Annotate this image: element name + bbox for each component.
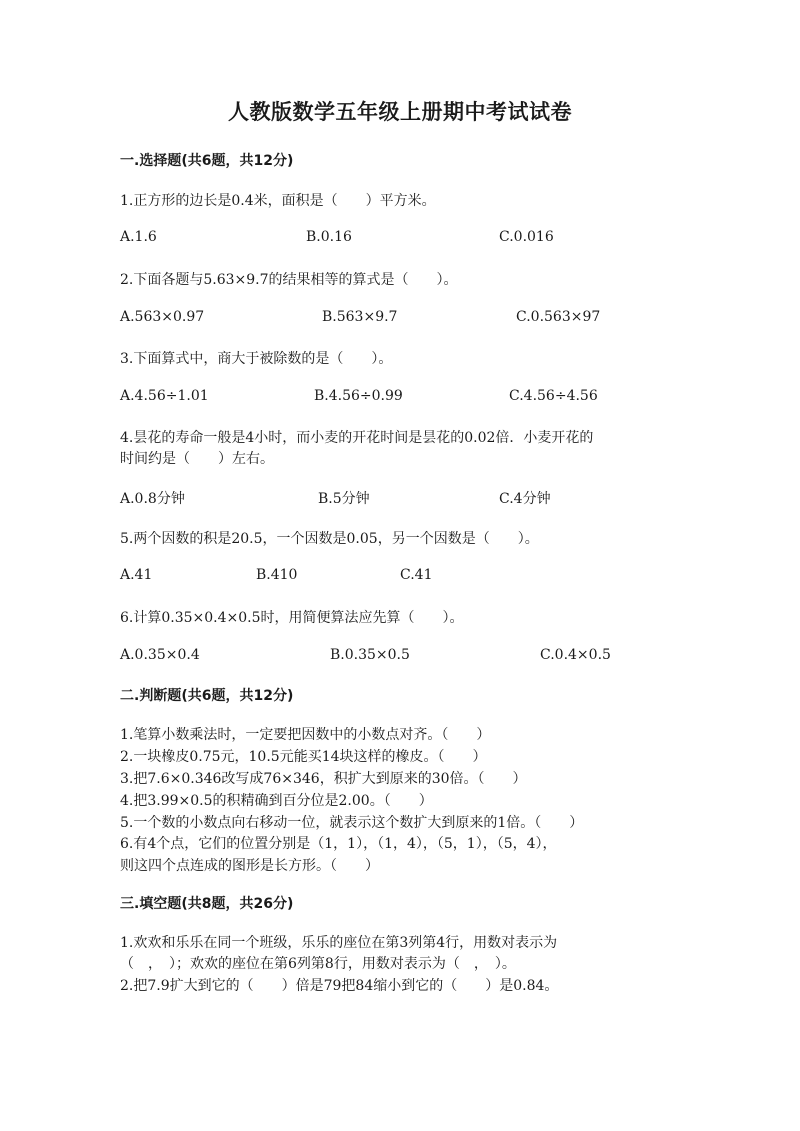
judge-item: 5.一个数的小数点向右移动一位，就表示这个数扩大到原来的1倍。（ ） xyxy=(120,815,584,831)
question-text-line2: 时间约是（ ）左右。 xyxy=(120,451,274,467)
option-b: B.563×9.7 xyxy=(322,309,398,325)
option-c: C.4分钟 xyxy=(499,491,551,507)
option-a: A.41 xyxy=(120,567,153,583)
option-c: C.0.4×0.5 xyxy=(540,647,611,663)
judge-item: 3.把7.6×0.346改写成76×346，积扩大到原来的30倍。（ ） xyxy=(120,771,527,787)
option-a: A.563×0.97 xyxy=(120,309,205,325)
option-b: B.410 xyxy=(256,567,298,583)
option-b: B.0.35×0.5 xyxy=(330,647,410,663)
option-b: B.0.16 xyxy=(306,229,352,245)
judge-item: 6.有4个点，它们的位置分别是（1，1），（1，4），（5，1），（5，4）， xyxy=(120,836,557,852)
option-a: A.0.8分钟 xyxy=(120,491,185,507)
judge-item-continued: 则这四个点连成的图形是长方形。（ ） xyxy=(120,858,379,874)
section-heading-fill: 三.填空题(共8题，共26分) xyxy=(120,896,294,912)
option-c: C.4.56÷4.56 xyxy=(509,388,598,404)
section-heading-judge: 二.判断题(共6题，共12分) xyxy=(120,688,294,704)
option-b: B.5分钟 xyxy=(318,491,370,507)
question-text: 5.两个因数的积是20.5，一个因数是0.05，另一个因数是（ ）。 xyxy=(120,531,539,547)
question-text: 2.下面各题与5.63×9.7的结果相等的算式是（ ）。 xyxy=(120,272,458,288)
question-text-line1: 4.昙花的寿命一般是4小时，而小麦的开花时间是昙花的0.02倍．小麦开花的 xyxy=(120,430,594,446)
option-a: A.0.35×0.4 xyxy=(120,647,200,663)
question-text: 6.计算0.35×0.4×0.5时，用简便算法应先算（ ）。 xyxy=(120,610,464,626)
option-c: C.41 xyxy=(400,567,433,583)
judge-item: 1.笔算小数乘法时，一定要把因数中的小数点对齐。（ ） xyxy=(120,727,491,743)
page-title: 人教版数学五年级上册期中考试试卷 xyxy=(228,100,572,124)
section-heading-choice: 一.选择题(共6题，共12分) xyxy=(120,153,294,169)
question-text: 3.下面算式中，商大于被除数的是（ ）。 xyxy=(120,351,393,367)
option-a: A.1.6 xyxy=(120,229,157,245)
option-a: A.4.56÷1.01 xyxy=(120,388,209,404)
judge-item: 4.把3.99×0.5的积精确到百分位是2.00。（ ） xyxy=(120,793,433,809)
option-c: C.0.016 xyxy=(499,229,554,245)
fill-item: 2.把7.9扩大到它的（ ）倍是79把84缩小到它的（ ）是0.84。 xyxy=(120,978,559,994)
option-c: C.0.563×97 xyxy=(516,309,601,325)
fill-item: 1.欢欢和乐乐在同一个班级，乐乐的座位在第3列第4行，用数对表示为 xyxy=(120,935,558,951)
fill-item-continued: （ ， ）；欢欢的座位在第6列第8行，用数对表示为（ ， ）。 xyxy=(120,956,516,972)
question-text: 1.正方形的边长是0.4米，面积是（ ）平方米。 xyxy=(120,193,436,209)
judge-item: 2.一块橡皮0.75元，10.5元能买14块这样的橡皮。（ ） xyxy=(120,749,487,765)
option-b: B.4.56÷0.99 xyxy=(314,388,403,404)
